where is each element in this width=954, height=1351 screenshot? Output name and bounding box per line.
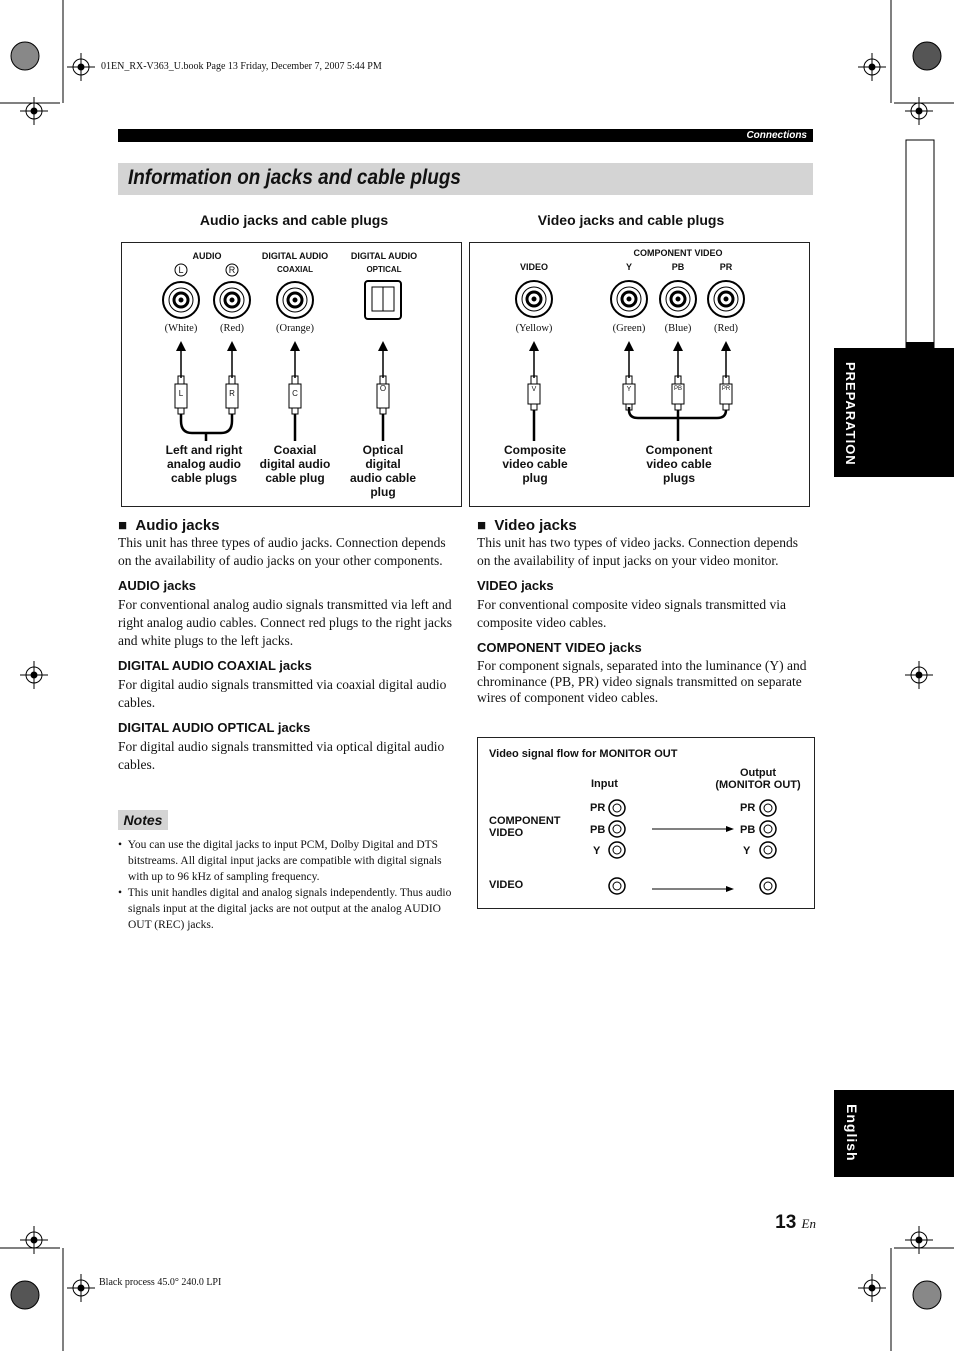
header-bar <box>118 129 813 142</box>
section-label: Connections <box>746 130 807 141</box>
optical-label: OPTICAL <box>366 265 402 274</box>
video-intro: This unit has two types of video jacks. Connection depends on the availability of input jacks on your video monitor. <box>477 535 798 568</box>
component-text: For component signals, separated into the luminance (Y) and chrominance (PB, PR) video signals transmitted on separate wires of component video cables. <box>477 658 807 705</box>
flow-out-pb: PB <box>740 824 756 836</box>
english-tab[interactable]: English <box>834 1090 954 1177</box>
file-info: 01EN_RX-V363_U.book Page 13 Friday, December 7, 2007 5:44 PM <box>101 61 382 72</box>
coaxial-label: COAXIAL <box>277 265 313 274</box>
pr-jack-icon <box>708 281 744 317</box>
green-label: (Green) <box>612 323 646 334</box>
video-diagram <box>469 242 810 507</box>
preparation-tab[interactable]: PREPARATION <box>834 348 954 477</box>
component-video-label: COMPONENT VIDEO <box>633 248 723 258</box>
note-item: • You can use the digital jacks to input PCM, Dolby Digital and DTS bitstreams. All digital input jacks are compatible with digital signals with up to 96 kHz of sampling frequency. <box>118 839 442 883</box>
digital-coaxial-label: DIGITAL AUDIO <box>261 251 329 261</box>
square-bullet-icon: ■ <box>118 517 136 534</box>
optical-subheading: DIGITAL AUDIO OPTICAL jacks <box>118 720 311 735</box>
page-number: 13 En <box>775 1212 816 1233</box>
video-plug-icons <box>528 376 732 410</box>
audio-plug-icons <box>175 376 389 414</box>
component-subheading: COMPONENT VIDEO jacks <box>477 640 642 655</box>
y-jack-icon <box>611 281 647 317</box>
flow-component-label: COMPONENT VIDEO <box>489 815 561 839</box>
audio-right-jack-icon <box>214 282 250 318</box>
audio-diagram-heading: Audio jacks and cable plugs <box>199 212 389 228</box>
plug-letter-pr: PR <box>721 386 731 392</box>
video-jacks-text: For conventional composite video signals transmitted via composite video cables. <box>477 597 786 630</box>
audio-left-jack-icon <box>163 282 199 318</box>
flow-out-pr: PR <box>740 802 756 814</box>
page-title: Information on jacks and cable plugs <box>128 166 461 189</box>
flow-in-pr: PR <box>590 802 606 814</box>
audio-jack-label: AUDIO <box>192 251 222 261</box>
video-diagram-heading: Video jacks and cable plugs <box>537 212 725 228</box>
audio-section <box>118 517 456 774</box>
video-jacks-subheading: VIDEO jacks <box>477 578 554 593</box>
coaxial-plug-caption: Coaxial digital audio cable plug <box>259 443 331 485</box>
notes-list <box>118 837 454 933</box>
digital-optical-label: DIGITAL AUDIO <box>350 251 418 261</box>
flow-arrow-icon <box>726 826 734 892</box>
optical-plug-caption: Optical digital audio cable plug <box>349 443 417 499</box>
audio-intro: This unit has three types of audio jacks. Connection depends on the availability of audio jacks on your other components. <box>118 535 446 568</box>
orange-label: (Orange) <box>276 323 314 334</box>
flow-out-y: Y <box>743 845 751 857</box>
video-section <box>477 517 813 706</box>
note-item: • This unit handles digital and analog signals independently. Thus audio signals input at the digital jacks are not output at the analog AUDIO OUT (REC) jacks. <box>118 887 452 931</box>
flow-drawing <box>478 738 814 908</box>
component-plug-caption: Component video cable plugs <box>645 443 713 485</box>
composite-plug-caption: Composite video cable plug <box>502 443 568 485</box>
footer-info: Black process 45.0° 240.0 LPI <box>99 1277 222 1288</box>
flow-in-pb: PB <box>590 824 606 836</box>
white-label: (White) <box>164 323 198 334</box>
flow-output-label: Output (MONITOR OUT) <box>715 767 801 791</box>
flow-video-label: VIDEO <box>489 879 524 891</box>
signal-flow-box <box>477 737 815 909</box>
coaxial-text: For digital audio signals transmitted via coaxial digital audio cables. <box>118 677 447 710</box>
pb-label: PB <box>671 262 685 272</box>
flow-in-y: Y <box>593 845 601 857</box>
pb-jack-icon <box>660 281 696 317</box>
plug-letter-c: C <box>292 389 298 398</box>
video-section-heading: ■ Video jacks <box>477 517 577 534</box>
title-bar <box>118 163 813 195</box>
plug-letter-r: R <box>229 389 235 398</box>
red-video-label: (Red) <box>714 323 738 334</box>
video-jack-label: VIDEO <box>519 262 548 272</box>
composite-jack-icon <box>516 281 552 317</box>
coaxial-jack-icon <box>277 282 313 318</box>
notes-label: Notes <box>118 810 168 830</box>
red-label: (Red) <box>220 323 244 334</box>
right-badge: R <box>228 265 236 275</box>
optical-jack-icon <box>365 281 401 319</box>
audio-section-heading: ■ Audio jacks <box>118 517 220 534</box>
flow-title: Video signal flow for MONITOR OUT <box>489 748 678 760</box>
square-bullet-icon: ■ <box>477 517 495 534</box>
coaxial-subheading: DIGITAL AUDIO COAXIAL jacks <box>118 658 312 673</box>
audio-jacks-subheading: AUDIO jacks <box>118 578 197 593</box>
yellow-label: (Yellow) <box>515 323 553 334</box>
blue-label: (Blue) <box>664 323 692 334</box>
flow-input-jacks-icon <box>609 800 625 894</box>
plug-letter-l: L <box>178 389 184 398</box>
analog-plug-caption: Left and right analog audio cable plugs <box>165 443 243 485</box>
plug-letter-v: V <box>531 386 537 393</box>
audio-diagram <box>121 242 462 507</box>
plug-letter-o: O <box>379 384 387 393</box>
left-badge: L <box>178 265 184 275</box>
y-label: Y <box>625 262 632 272</box>
audio-jacks-text: For conventional analog audio signals transmitted via left and right analog audio cables. Connect red plugs to the right jacks and white plugs to the left jacks. <box>118 597 453 648</box>
plug-letter-pb: PB <box>673 386 682 392</box>
flow-output-jacks-icon <box>760 800 776 894</box>
pr-label: PR <box>719 262 733 272</box>
flow-input-label: Input <box>591 778 618 790</box>
plug-letter-y: Y <box>626 386 632 393</box>
optical-text: For digital audio signals transmitted via optical digital audio cables. <box>118 739 445 772</box>
